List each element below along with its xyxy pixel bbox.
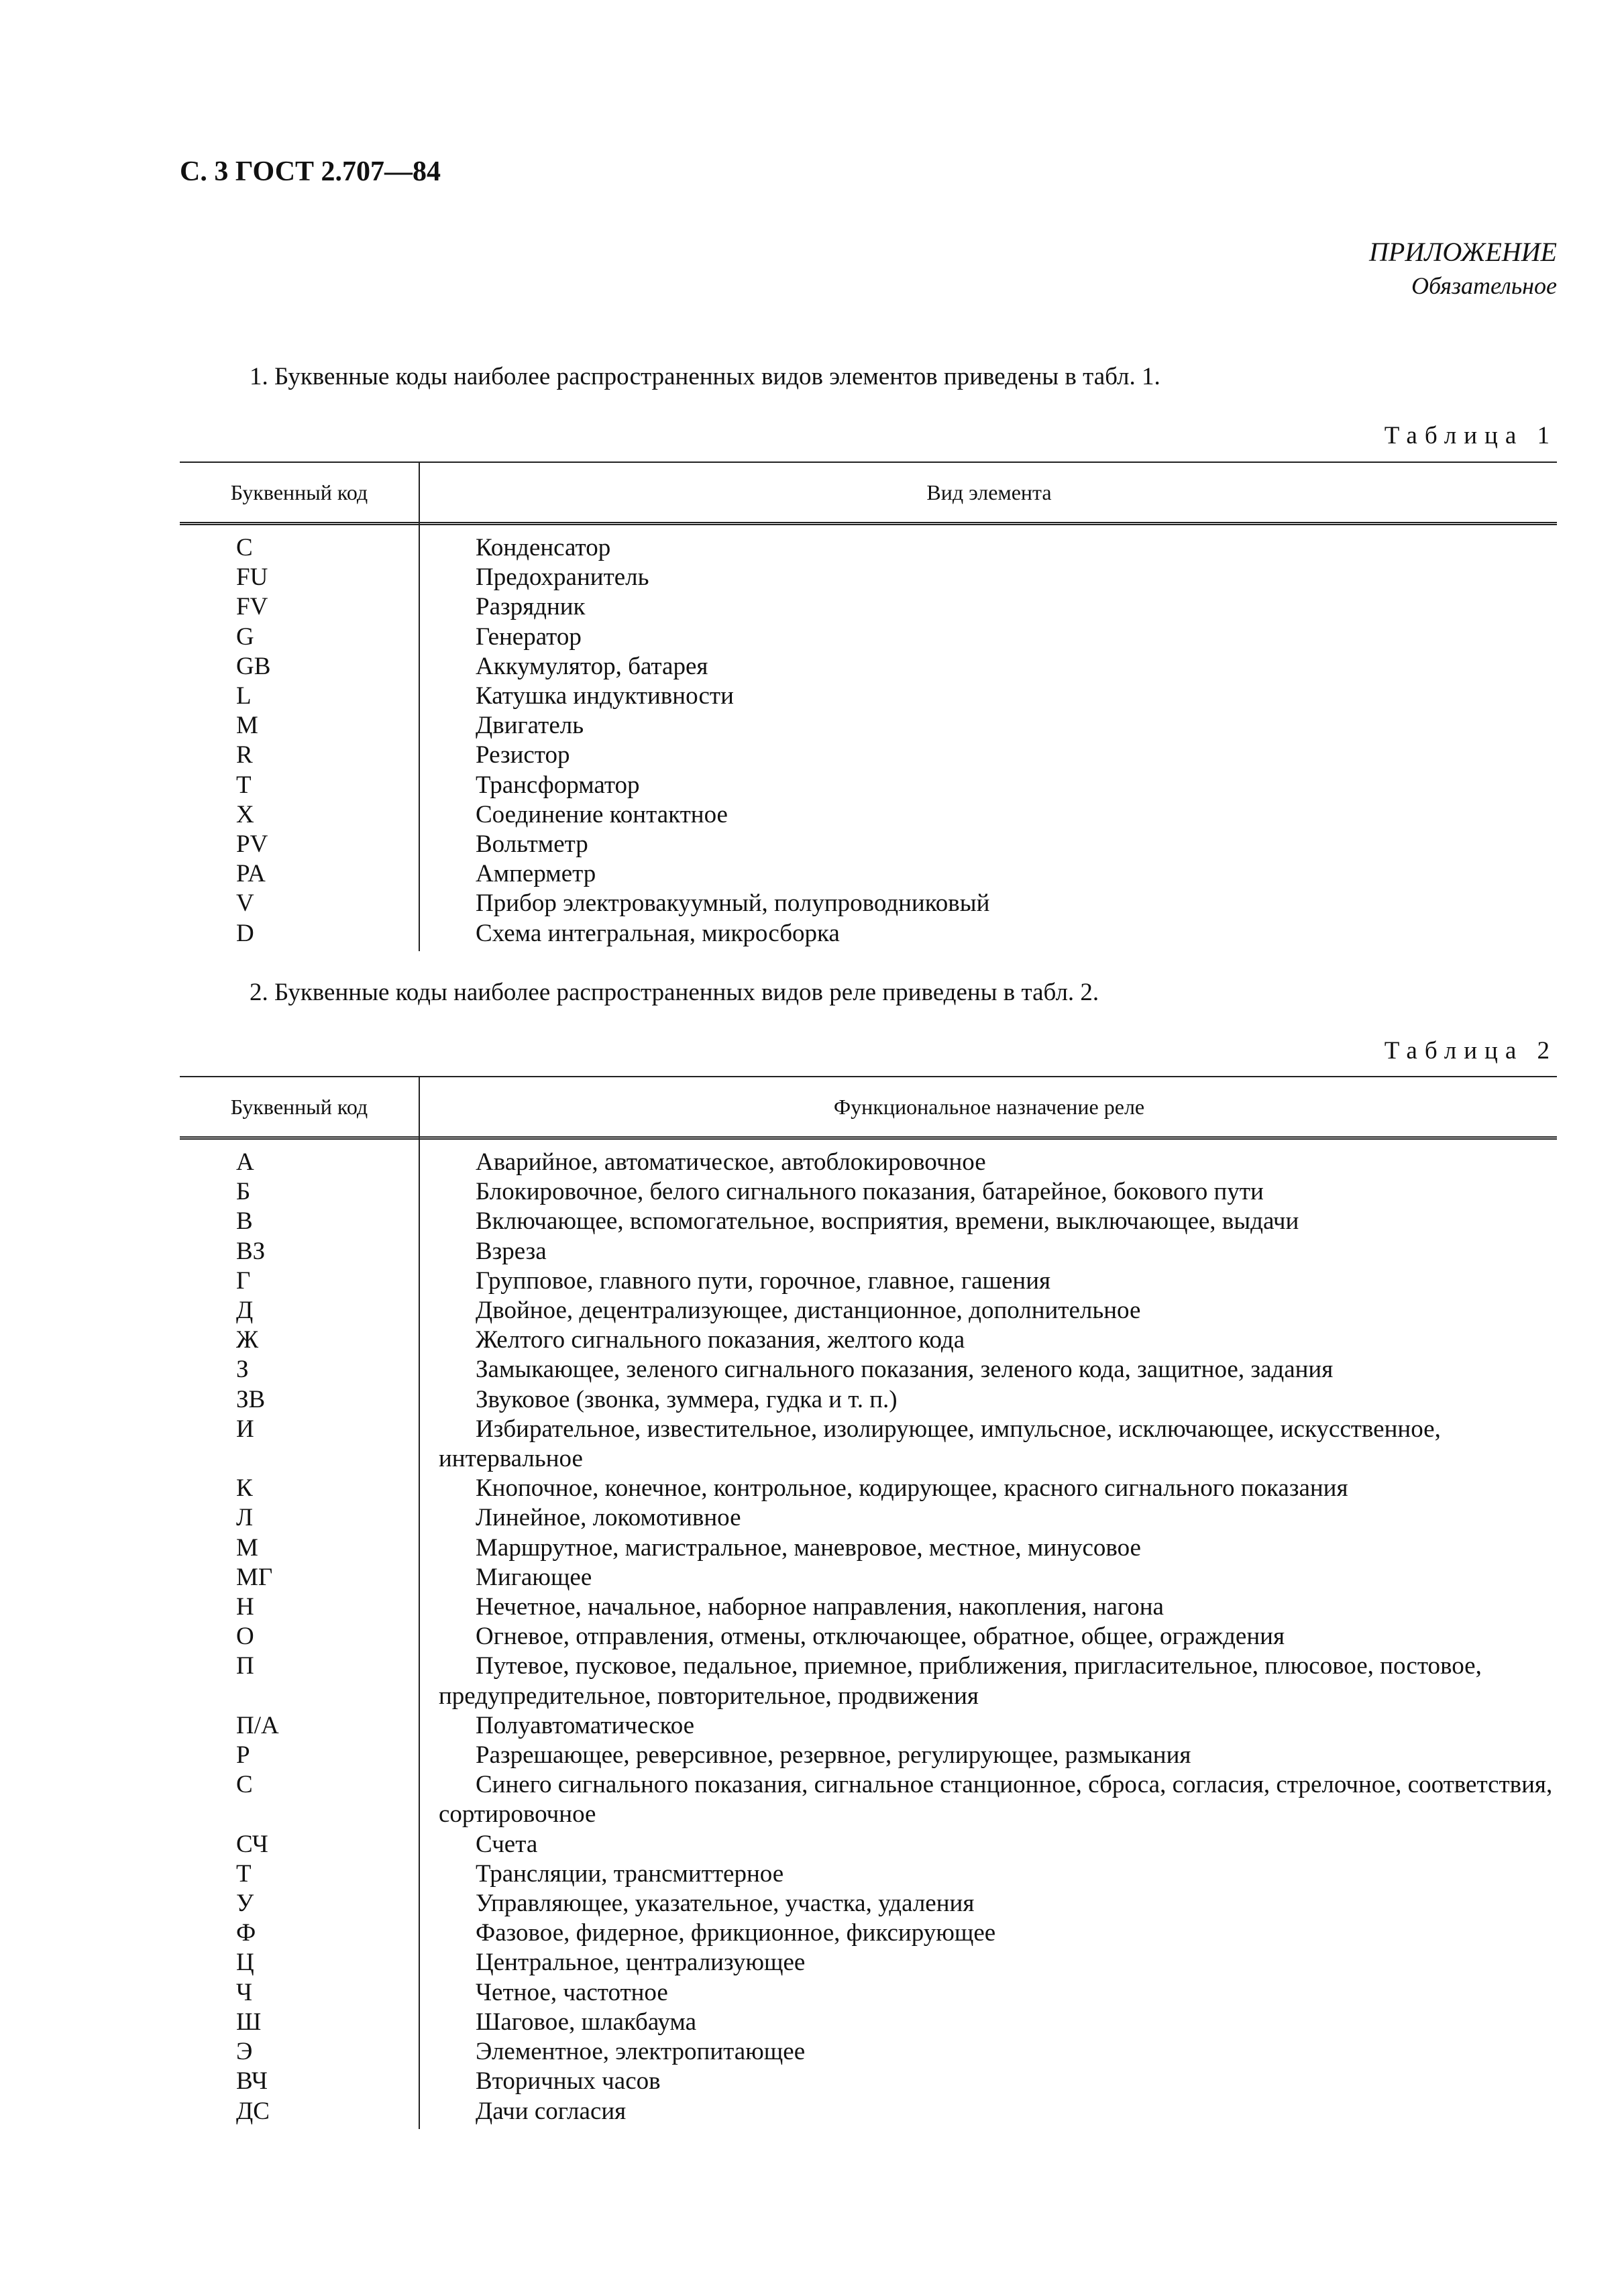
- table-row: [180, 1503, 1557, 1533]
- row-description: Трансформатор: [476, 771, 640, 799]
- row-description: Нечетное, начальное, наборное направления, накопления, нагона: [476, 1593, 1164, 1621]
- row-description: Синего сигнального показания, сигнальное станционное, сброса, согласия, стрелочное, соответствия, сортировочное: [439, 1771, 1553, 1829]
- table-row: [180, 1177, 1557, 1207]
- row-code: Ш: [236, 2008, 262, 2036]
- row-description: Взреза: [476, 1237, 547, 1265]
- table-row: [180, 2097, 1557, 2126]
- table-row: [180, 771, 1557, 800]
- row-code: П/А: [236, 1711, 279, 1739]
- row-description: Центральное, централизующее: [476, 1949, 806, 1977]
- table-row: [180, 1237, 1557, 1266]
- row-code: Л: [236, 1504, 254, 1532]
- paragraph-1: 1. Буквенные коды наиболее распространенных видов элементов приведены в табл. 1.: [250, 363, 1160, 390]
- page-header: С. 3 ГОСТ 2.707—84: [180, 156, 441, 187]
- table-row: [180, 563, 1557, 592]
- row-description: Дачи согласия: [476, 2097, 627, 2125]
- row-code: Ч: [236, 1978, 253, 2006]
- table-row: [180, 830, 1557, 859]
- row-description: Элементное, электропитающее: [476, 2038, 806, 2066]
- row-code: Д: [236, 1297, 254, 1325]
- table-body: [180, 1140, 1557, 2129]
- row-code: Г: [236, 1266, 251, 1295]
- table-row: [180, 533, 1557, 563]
- table-row: [180, 1296, 1557, 1325]
- row-code: X: [236, 800, 254, 828]
- row-code: Б: [236, 1178, 251, 1206]
- row-code: Т: [236, 1859, 252, 1888]
- table-row: [180, 1830, 1557, 1859]
- table-row: [180, 1741, 1557, 1770]
- row-description: Схема интегральная, микросборка: [476, 919, 840, 947]
- row-code: Н: [236, 1593, 254, 1621]
- row-code: Ф: [236, 1919, 256, 1947]
- table-row: [180, 1474, 1557, 1503]
- table-row: [180, 1770, 1557, 1829]
- row-description: Аварийное, автоматическое, автоблокировочное: [476, 1148, 986, 1176]
- table-row: [180, 1592, 1557, 1622]
- row-description: Замыкающее, зеленого сигнального показания, зеленого кода, защитное, задания: [476, 1356, 1334, 1384]
- row-description: Фазовое, фидерное, фрикционное, фиксирующее: [476, 1919, 996, 1947]
- row-code: PV: [236, 830, 268, 859]
- row-code: И: [236, 1415, 254, 1443]
- table-row: [180, 1978, 1557, 2008]
- row-description: Групповое, главного пути, горочное, главное, гашения: [476, 1266, 1051, 1295]
- row-description: Двойное, децентрализующее, дистанционное, дополнительное: [476, 1297, 1141, 1325]
- table-row: [180, 1533, 1557, 1563]
- row-description: Звуковое (звонка, зуммера, гудка и т. п.): [476, 1385, 898, 1413]
- column-header-code: Буквенный код: [230, 1094, 368, 1119]
- column-header-code: Буквенный код: [230, 480, 368, 504]
- row-description: Счета: [476, 1830, 538, 1858]
- row-code: Э: [236, 2038, 253, 2066]
- row-description: Путевое, пусковое, педальное, приемное, приближения, пригласительное, плюсовое, постовое, предупредительное, повторительное, продвижения: [439, 1652, 1482, 1710]
- table-row: [180, 1207, 1557, 1236]
- table-row: [180, 622, 1557, 652]
- row-description: Линейное, локомотивное: [476, 1504, 741, 1532]
- row-code: D: [236, 919, 254, 947]
- row-description: Маршрутное, магистральное, маневровое, местное, минусовое: [476, 1533, 1141, 1562]
- row-description: Аккумулятор, батарея: [476, 652, 708, 680]
- table-row: [180, 1148, 1557, 1177]
- table-row: [180, 889, 1557, 918]
- table-row: [180, 919, 1557, 948]
- table-1-caption: Таблица 1: [1384, 422, 1557, 449]
- row-description: Разрешающее, реверсивное, резервное, регулирующее, размыкания: [476, 1741, 1191, 1770]
- table-row: [180, 1355, 1557, 1384]
- row-description: Четное, частотное: [476, 1978, 668, 2006]
- row-code: М: [236, 1533, 258, 1562]
- row-code: G: [236, 622, 254, 651]
- table-row: [180, 2008, 1557, 2037]
- row-description: Генератор: [476, 622, 582, 651]
- table-row: [180, 1385, 1557, 1415]
- row-code: C: [236, 534, 253, 561]
- row-description: Огневое, отправления, отмены, отключающее, обратное, общее, ограждения: [476, 1623, 1285, 1651]
- row-code: T: [236, 771, 252, 799]
- table-row: [180, 1622, 1557, 1651]
- row-code: СЧ: [236, 1830, 268, 1858]
- row-description: Предохранитель: [476, 563, 649, 592]
- column-header-function: Функциональное назначение реле: [833, 1094, 1145, 1119]
- row-code: Р: [236, 1741, 250, 1770]
- row-code: В: [236, 1207, 253, 1236]
- row-description: Кнопочное, конечное, контрольное, кодирующее, красного сигнального показания: [476, 1474, 1348, 1503]
- row-description: Резистор: [476, 741, 570, 769]
- table-row: [180, 1266, 1557, 1296]
- table-row: [180, 1651, 1557, 1710]
- row-description: Катушка индуктивности: [476, 682, 734, 710]
- table-row: [180, 859, 1557, 889]
- appendix-heading: [1369, 236, 1557, 300]
- row-description: Избирательное, известительное, изолирующее, импульсное, исключающее, искусственное, интервальное: [439, 1415, 1441, 1473]
- row-code: FV: [236, 593, 268, 621]
- table-row: [180, 741, 1557, 770]
- row-code: ВЗ: [236, 1237, 266, 1265]
- table-body: [180, 525, 1557, 951]
- column-header-element: Вид элемента: [926, 480, 1052, 504]
- row-code: А: [236, 1148, 254, 1176]
- row-description: Желтого сигнального показания, желтого кода: [476, 1326, 965, 1354]
- row-code: GB: [236, 652, 271, 680]
- row-description: Соединение контактное: [476, 800, 728, 828]
- table-1: [180, 461, 1557, 951]
- row-description: Двигатель: [476, 712, 584, 740]
- row-code: R: [236, 741, 253, 769]
- table-row: [180, 1948, 1557, 1977]
- row-code: С: [236, 1771, 253, 1799]
- table-row: [180, 1859, 1557, 1889]
- table-row: [180, 1889, 1557, 1918]
- appendix-subtitle: Обязательное: [1411, 272, 1557, 299]
- table-row: [180, 800, 1557, 830]
- row-code: З: [236, 1356, 249, 1384]
- row-description: Конденсатор: [476, 534, 611, 561]
- row-code: FU: [236, 563, 268, 592]
- row-description: Вторичных часов: [476, 2067, 661, 2096]
- table-row: [180, 1918, 1557, 1948]
- paragraph-2: 2. Буквенные коды наиболее распространенных видов реле приведены в табл. 2.: [250, 979, 1099, 1006]
- row-description: Блокировочное, белого сигнального показания, батарейное, бокового пути: [476, 1178, 1264, 1206]
- table-row: [180, 592, 1557, 622]
- row-description: Управляющее, указательное, участка, удаления: [476, 1890, 975, 1918]
- row-code: M: [236, 712, 258, 740]
- row-code: Ц: [236, 1949, 254, 1977]
- row-description: Прибор электровакуумный, полупроводниковый: [476, 889, 990, 918]
- row-code: Ж: [236, 1326, 259, 1354]
- row-code: V: [236, 889, 254, 918]
- table-row: [180, 1563, 1557, 1592]
- row-code: ДС: [236, 2097, 270, 2125]
- row-code: ЗВ: [236, 1385, 266, 1413]
- appendix-title: ПРИЛОЖЕНИЕ: [1369, 237, 1557, 267]
- row-description: Мигающее: [476, 1563, 592, 1591]
- table-row: [180, 1325, 1557, 1355]
- table-2-caption: Таблица 2: [1384, 1037, 1557, 1065]
- table-row: [180, 682, 1557, 711]
- row-code: ВЧ: [236, 2067, 268, 2096]
- table-row: [180, 652, 1557, 682]
- table-header: [180, 461, 1557, 525]
- table-2: [180, 1076, 1557, 2129]
- table-row: [180, 2037, 1557, 2067]
- row-code: PA: [236, 860, 266, 888]
- row-description: Включающее, вспомогательное, восприятия, времени, выключающее, выдачи: [476, 1207, 1299, 1236]
- row-code: О: [236, 1623, 254, 1651]
- row-description: Полуавтоматическое: [476, 1711, 695, 1739]
- row-description: Трансляции, трансмиттерное: [476, 1859, 784, 1888]
- row-description: Амперметр: [476, 860, 596, 888]
- table-row: [180, 711, 1557, 741]
- row-code: У: [236, 1890, 254, 1918]
- table-row: [180, 1415, 1557, 1474]
- row-code: К: [236, 1474, 253, 1503]
- table-header: [180, 1076, 1557, 1140]
- row-description: Вольтметр: [476, 830, 588, 859]
- row-description: Разрядник: [476, 593, 586, 621]
- row-code: L: [236, 682, 252, 710]
- table-row: [180, 1711, 1557, 1741]
- row-code: МГ: [236, 1563, 273, 1591]
- row-code: П: [236, 1652, 254, 1680]
- row-description: Шаговое, шлакбаума: [476, 2008, 696, 2036]
- table-row: [180, 2067, 1557, 2096]
